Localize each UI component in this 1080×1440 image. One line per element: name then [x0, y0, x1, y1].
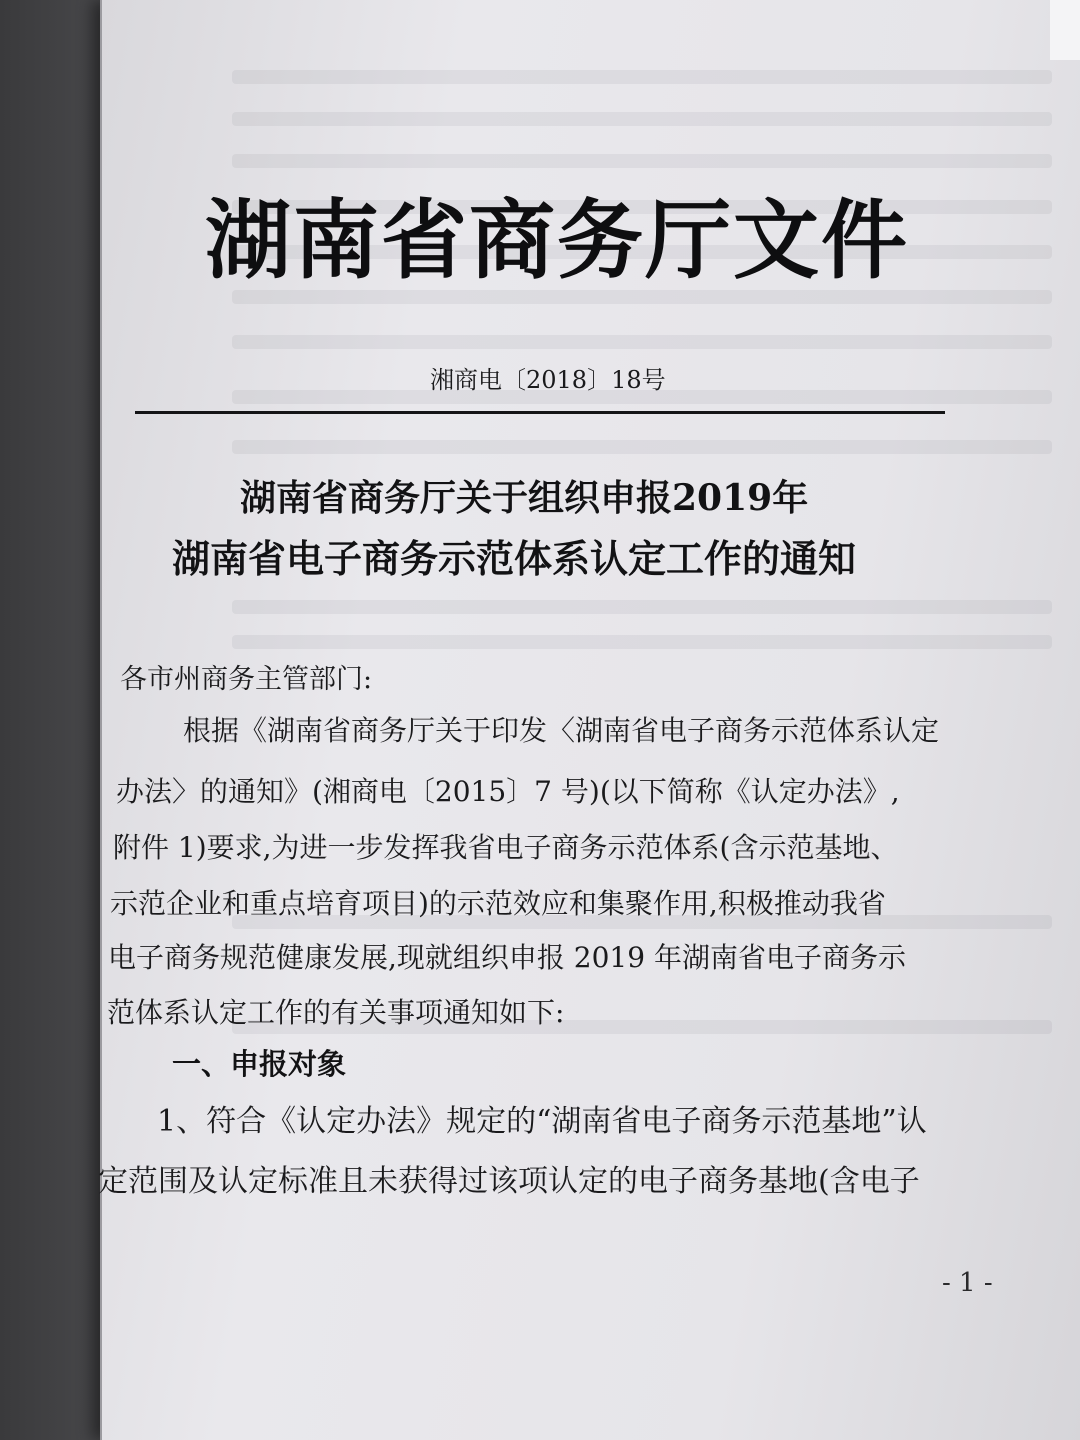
item-text-line: 1、符合《认定办法》规定的“湖南省电子商务示范基地”认	[157, 1104, 927, 1139]
bleed-through-text	[232, 440, 1052, 454]
document-header-title: 湖南省商务厅文件	[205, 191, 909, 291]
item-text-line: 定范围及认定标准且未获得过该项认定的电子商务基地(含电子	[98, 1164, 920, 1199]
salutation: 各市州商务主管部门:	[120, 664, 373, 695]
bleed-through-text	[232, 154, 1052, 168]
section-heading: 一、申报对象	[172, 1047, 347, 1081]
body-text-line: 附件 1)要求,为进一步发挥我省电子商务示范体系(含示范基地、	[113, 831, 899, 864]
bleed-through-text	[232, 70, 1052, 84]
bleed-through-text	[232, 112, 1052, 126]
bleed-through-text	[232, 600, 1052, 614]
header-divider-line	[135, 411, 945, 414]
notice-title-line-1: 湖南省商务厅关于组织申报2019年	[240, 477, 809, 519]
document-number: 湘商电〔2018〕18号	[430, 366, 666, 394]
body-text-line: 办法〉的通知》(湘商电〔2015〕7 号)(以下简称《认定办法》,	[116, 775, 900, 808]
body-text-line: 根据《湖南省商务厅关于印发〈湖南省电子商务示范体系认定	[183, 714, 940, 747]
page-number: - 1 -	[942, 1268, 993, 1298]
body-text-line: 电子商务规范健康发展,现就组织申报 2019 年湖南省电子商务示	[108, 941, 906, 974]
background-corner	[1050, 0, 1080, 60]
notice-title-line-2: 湖南省电子商务示范体系认定工作的通知	[172, 536, 857, 581]
bleed-through-text	[232, 335, 1052, 349]
bleed-through-text	[232, 635, 1052, 649]
body-text-line: 范体系认定工作的有关事项通知如下:	[107, 996, 565, 1029]
body-text-line: 示范企业和重点培育项目)的示范效应和集聚作用,积极推动我省	[110, 887, 886, 920]
